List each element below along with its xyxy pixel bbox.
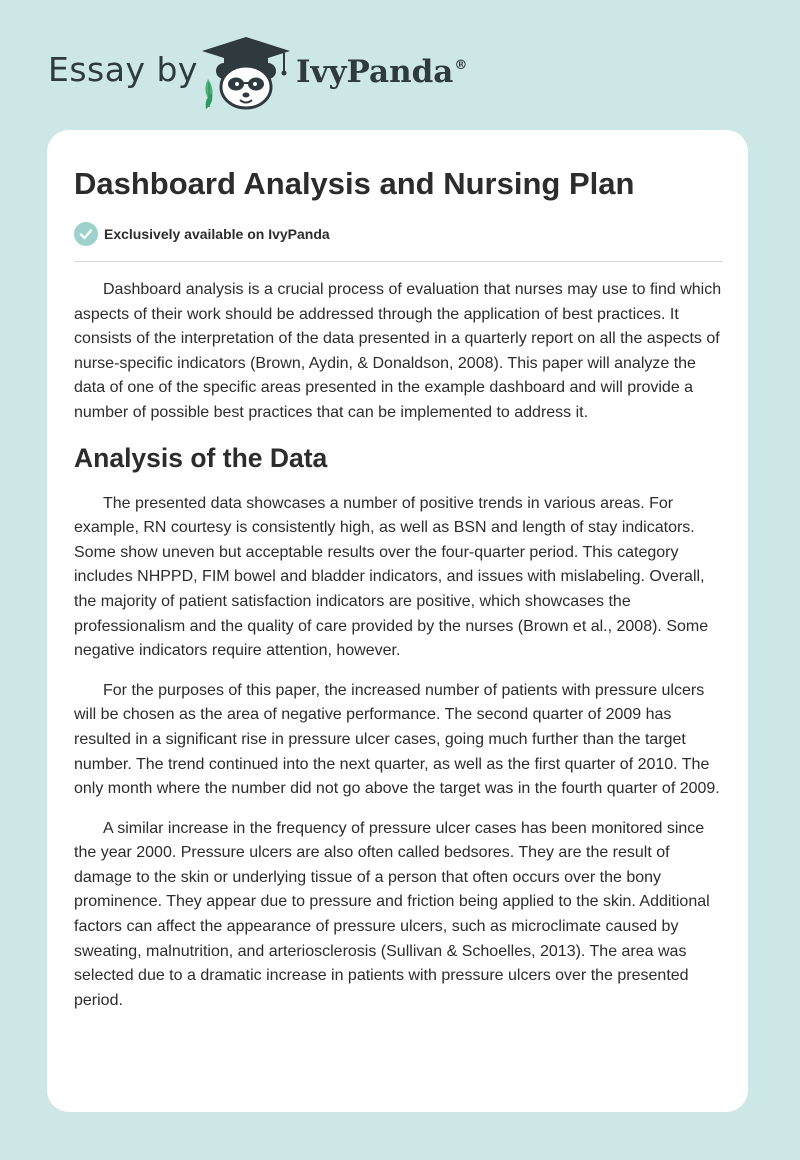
body-paragraph: The presented data showcases a number of positive trends in various areas. For example, RN courtesy is consistently high, as well as BSN and length of stay indicators. Some show uneven but acceptable results over the four-quarter period. This category includes NHPPD, FIM bowel and bladder indicators, and issues with mislabeling. Overall, the majority of patient satisfaction indicators are positive, which showcases the professionalism and the quality of care provided by the nurses (Brown et al., 2008). Some negative indicators require attention, however. (74, 494, 709, 660)
registered-mark: ® (454, 57, 468, 73)
title-divider (74, 261, 723, 262)
site-header (0, 0, 800, 130)
exclusive-badge-text: Exclusively available on IvyPanda (104, 226, 330, 242)
check-circle-icon (74, 222, 98, 246)
section-heading: Analysis of the Data (74, 442, 328, 473)
brand-prefix: Essay by (48, 50, 198, 89)
exclusive-badge (74, 222, 330, 246)
article-card (47, 130, 748, 1112)
article-title: Dashboard Analysis and Nursing Plan (74, 166, 635, 201)
intro-paragraph: Dashboard analysis is a crucial process of evaluation that nurses may use to find which aspects of their work should be addressed through the application of best practices. It consists of the interpretation of the data presented in a quarterly report on all the aspects of nurse-specific indicators (Brown, Aydin, & Donaldson, 2008). This paper will analyze the data of one of the specific areas presented in the example dashboard and will provide a number of possible best practices that can be implemented to address it. (74, 281, 722, 421)
body-paragraph: A similar increase in the frequency of pressure ulcer cases has been monitored since the year 2000. Pressure ulcers are also often called bedsores. They are the result of damage to the skin or underlying tissue of a person that often occurs over the bony prominence. They appear due to pressure and friction being applied to the skin. Additional factors can affect the appearance of pressure ulcers, such as microclimate caused by sweating, malnutrition, and arteriosclerosis (Sullivan & Schoelles, 2013). The area was selected due to a dramatic increase in patients with pressure ulcers over the presented period. (74, 819, 710, 1009)
article-body (74, 278, 726, 1028)
body-paragraph: For the purposes of this paper, the increased number of patients with pressure ulcers will be chosen as the area of negative performance. The second quarter of 2009 has resulted in a significant rise in pressure ulcer cases, going much further than the target number. The trend continued into the next quarter, as well as the first quarter of 2010. The only month where the number did not go above the target was in the fourth quarter of 2009. (74, 681, 720, 798)
brand-name[interactable]: IvyPanda® (296, 54, 468, 90)
panda-logo-icon[interactable] (200, 35, 292, 111)
